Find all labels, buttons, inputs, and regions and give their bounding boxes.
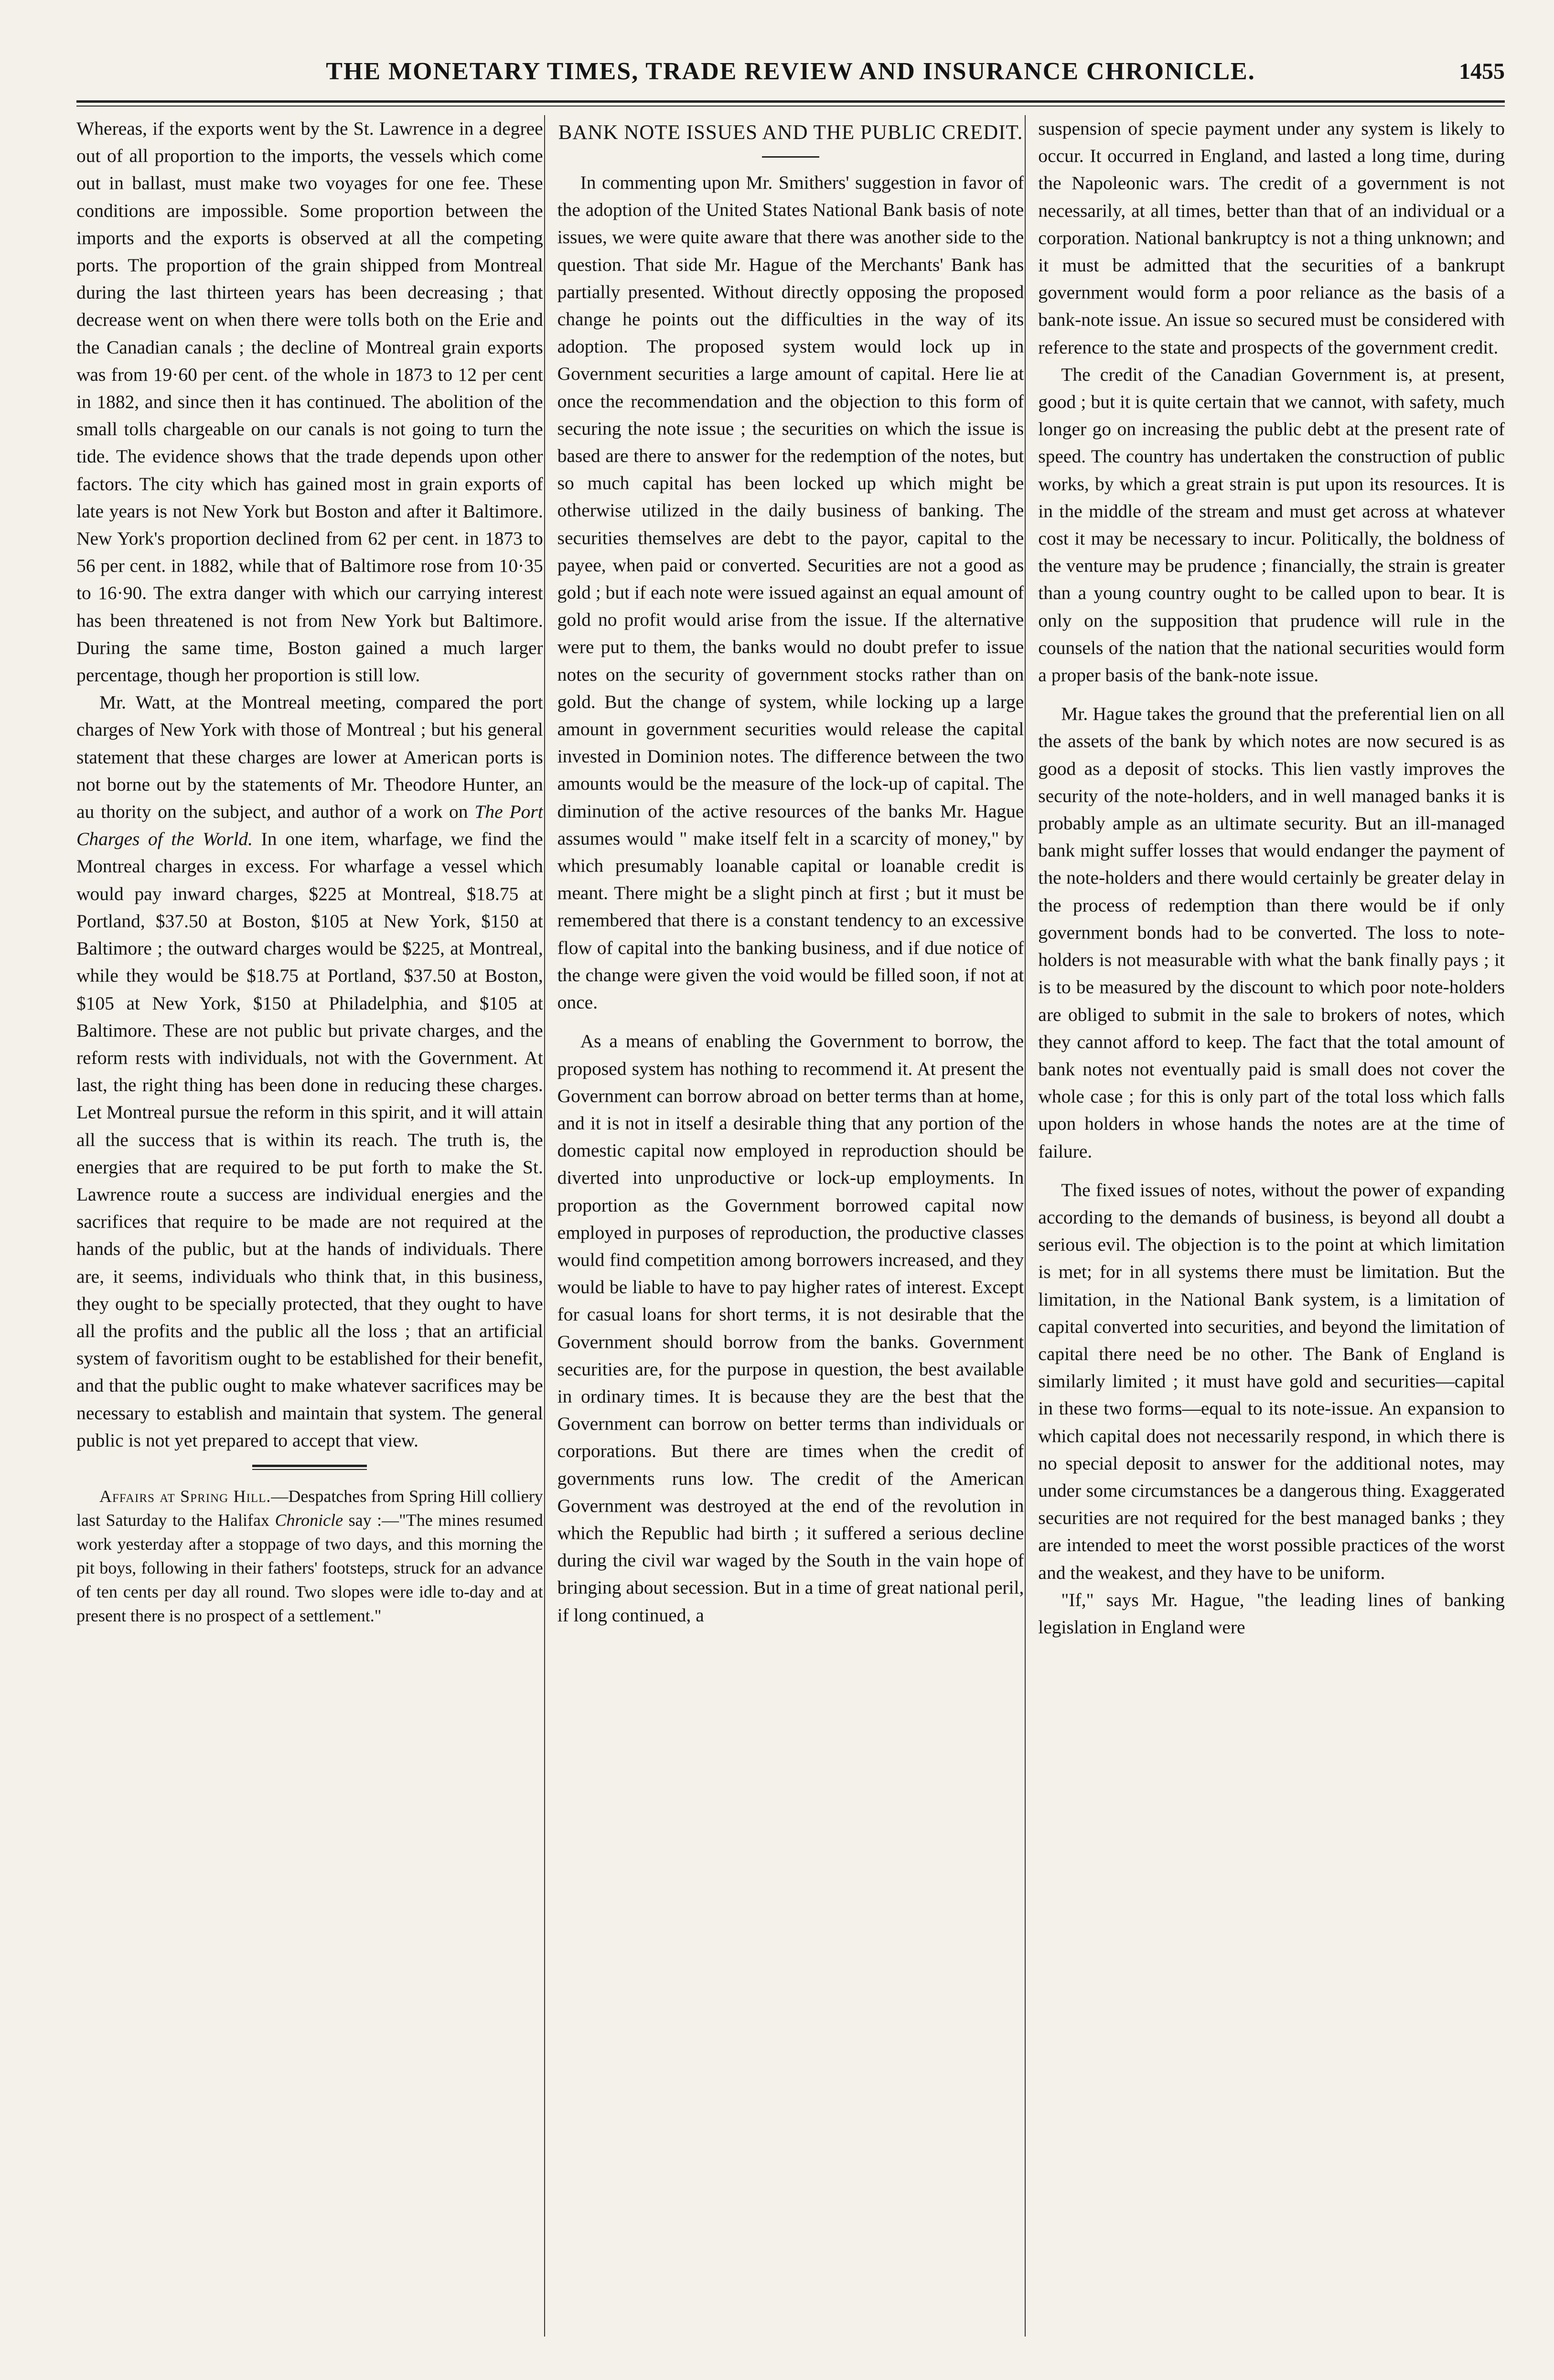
spring-hill-heading: Affairs at Spring Hill. — [99, 1486, 271, 1506]
column-divider-2 — [1025, 115, 1037, 2337]
port-trade-paragraph-1: Whereas, if the exports went by the St. Lawrence in a degree out of all proportion to the imports, the vessels which come out in ballast, must make two voyages for one fee. These conditions are impossible. Some proportion between the imports and the exports is observed at all the competing ports. The proportion of the grain shipped from Montreal during the last thirteen years has been decreasing ; that decrease went on when there were tolls both on the Erie and the Canadian canals ; the decline of Montreal grain exports was from 19·60 per cent. of the whole in 1873 to 12 per cent in 1882, and since then it has continued. The abolition of the small tolls chargeable on our canals is not going to turn the tide. The evidence shows that the trade depends upon other factors. The city which has gained most in grain exports of late years is not New York but Boston and after it Baltimore. New York's proportion declined from 62 per cent. in 1873 to 56 per cent. in 1882, while that of Baltimore rose from 10·35 to 16·90. The extra danger with which our carrying interest has been threatened is not from New York but Baltimore. During the same time, Boston gained a much larger percentage, though her proportion is still low. — [76, 118, 543, 686]
paragraph-2-text-b: In one item, wharfage, we find the Montreal charges in excess. For wharfage a vessel which would pay inward charges, $225 at Montreal, $18.75 at Portland, $37.50 at Boston, $105 at New York, $150 at Baltimore ; the outward charges would be $225, at Montreal, while they would be $18.75 at Portland, $37.50 at Boston, $105 at New York, $150 at Philadelphia, and $105 at Baltimore. These are not public but private charges, and the reform rests with individuals, not with the Government. At last, the right thing has been done in reducing these charges. Let Montreal pursue the reform in this spirit, and it will attain all the success that is within its reach. The truth is, the energies that are required to be put forth to make the St. Lawrence route a success are individual energies and the sacrifices that require to be made are not required at the hands of the public, but at the hands of individuals. There are, it seems, individuals who think that, in this business, they ought to be specially protected, that they ought to have all the profits and the public all the loss ; that an artificial system of favoritism ought to be established for their benefit, and that the public ought to make whatever sacrifices may be necessary to establish and maintain that system. The general public is not yet prepared to accept that view. — [76, 828, 543, 1451]
column-left — [76, 115, 543, 2337]
article-columns — [76, 115, 1505, 2337]
page-header — [76, 43, 1505, 96]
page-number: 1455 — [1459, 59, 1505, 84]
paragraph-gap — [1038, 1165, 1505, 1177]
spring-hill-text-b: say :—"The mines resumed work yesterday after a stoppage of two days, and this morning the pit boys, following in their fathers' footsteps, struck for an advance of ten cents per day all round. Two slopes were idle to-day and at present there is no prospect of a settlement." — [76, 1510, 543, 1625]
newspaper-page — [76, 43, 1505, 2355]
publication-title: THE MONETARY TIMES, TRADE REVIEW AND INSURANCE CHRONICLE. — [326, 58, 1255, 85]
heading-rule — [762, 156, 819, 158]
newspaper-name: Chronicle — [275, 1510, 343, 1530]
paragraph-gap — [557, 1016, 1024, 1028]
paragraph-2-text-a: Mr. Watt, at the Montreal meeting, compared the port charges of New York with those of Montreal ; but his general statement that these charges are lower at American ports is not borne out by the statements of Mr. Theodore Hunter, an au thority on the subject, and author of a work on — [76, 692, 543, 823]
bank-notes-paragraph-2: As a means of enabling the Government to borrow, the proposed system has nothing to recommend it. At present the Government can borrow abroad on better terms than at home, and it is not in itself a desirable thing that any portion of the domestic capital now employed in reproduction should be diverted into unproductive or lock-up employments. In proportion as the Government borrowed capital now employed in purposes of reproduction, the productive classes would find competition among borrowers increased, and they would be liable to have to pay higher rates of interest. Except for casual loans for short terms, it is not desirable that the Government should borrow from the banks. Government securities are, for the purpose in question, the best available in ordinary times. It is because they are the best that the Government can borrow on better terms than individuals or corporations. But there are times when the credit of governments runs low. The credit of the American Government was destroyed at the end of the revolution in which the Republic had birth ; it suffered a serious decline during the civil war waged by the South in the vain hope of bringing about secession. But in a time of great national peril, if long continued, a — [557, 1030, 1024, 1626]
credit-paragraph-3: Mr. Hague takes the ground that the preferential lien on all the assets of the bank by which notes are now secured is as good as a deposit of stocks. This lien vastly improves the security of the note-holders, and in well managed banks it is probably ample as an ultimate security. But an ill-managed bank might suffer losses that would endanger the payment of the note-holders and there would certainly be greater delay in the process of redemption than there would be if only government bonds had to be converted. The loss to note-holders is not measurable with what the bank finally pays ; it is to be measured by the discount to which poor note-holders are obliged to submit in the sale to brokers of notes, which they cannot afford to keep. The fact that the total amount of bank notes not eventually paid is small does not cover the whole case ; for this is only part of the total loss which falls upon holders in whose hands the notes are at the time of failure. — [1038, 703, 1505, 1162]
spring-hill-paragraph — [76, 1484, 543, 1628]
column-middle — [557, 115, 1024, 2337]
header-rule — [76, 100, 1505, 107]
paragraph-gap — [1038, 689, 1505, 700]
section-divider — [252, 1465, 367, 1470]
bank-notes-paragraph-1: In commenting upon Mr. Smithers' suggestion in favor of the adoption of the United States National Bank basis of note issues, we were quite aware that there was another side to the question. That side Mr. Hague of the Merchants' Bank has partially presented. Without directly opposing the proposed change he points out the difficulties in the way of its adoption. The proposed system would lock up in Government securities a large amount of capital. Here lie at once the recommendation and the objection to this form of securing the note issue ; the securities on which the issue is based are there to answer for the redemption of the notes, but so much capital has been locked up which might be otherwise utilized in the daily business of banking. The securities themselves are debt to the payor, capital to the payee, when paid or converted. Securities are not a good as gold ; but if each note were issued against an equal amount of gold no profit would arise from the issue. If the alternative were put to them, the banks would no doubt prefer to issue notes on the security of government stocks rather than on gold. But the change of system, while locking up a large amount in government securities would release the capital invested in Dominion notes. The difference between the two amounts would be the measure of the lock-up of capital. The diminution of the active resources of the banks Mr. Hague assumes would " make itself felt in a scarcity of money," by which presumably loanable capital or loanable credit is meant. There might be a slight pinch at first ; but it must be remembered that there is a constant tendency to an excessive flow of capital into the banking business, and if due notice of the change were given the void would be filled soon, if not at once. — [557, 172, 1024, 1013]
port-trade-paragraph-2 — [76, 689, 543, 1454]
column-right — [1038, 115, 1505, 2337]
credit-paragraph-5: "If," says Mr. Hague, "the leading lines of banking legislation in England were — [1038, 1589, 1505, 1638]
credit-paragraph-4: The fixed issues of notes, without the power of expanding according to the demands of business, is beyond all doubt a serious evil. The objection is to the point at which limitation is met; for in all systems there must be limitation. But the limitation, in the National Bank system, is a limitation of capital converted into securities, and beyond the limitation of capital there need be no other. The Bank of England is similarly limited ; it must have gold and securities—capital in these two forms—equal to its note-issue. An expansion to which capital does not necessarily respond, in which there is no special deposit to answer for the additional notes, may under some circumstances be a dangerous thing. Exaggerated securities are not required for the best managed banks ; they are intended to meet the worst possible practices of the worst and the weakest, and they have to be uniform. — [1038, 1179, 1505, 1583]
book-title: The Port Charges of the World. — [76, 801, 543, 850]
credit-paragraph-2: The credit of the Canadian Government is, at present, good ; but it is quite certain that we cannot, with safety, much longer go on increasing the public debt at the present rate of speed. The country has undertaken the construction of public works, by which a great strain is put upon its resources. It is in the middle of the stream and must get across at whatever cost it may be necessary to incur. Politically, the boldness of the venture may be prudence ; financially, the strain is greater than a young country ought to be called upon to bear. It is only on the supposition that prudence will rule in the counsels of the nation that the national securities would form a proper basis of the bank-note issue. — [1038, 364, 1505, 686]
credit-paragraph-1: suspension of specie payment under any system is likely to occur. It occurred in England, and lasted a long time, during the Napoleonic wars. The credit of a government is not necessarily, at all times, better than that of an individual or a corporation. National bankruptcy is not a thing unknown; and it must be admitted that the securities of a bankrupt government would form a poor reliance as the basis of a bank-note issue. An issue so secured must be considered with reference to the state and prospects of the government credit. — [1038, 118, 1505, 358]
column-divider-1 — [544, 115, 557, 2337]
spring-hill-text-a: —Despatches from Spring Hill colliery last Saturday to the Halifax — [76, 1486, 543, 1530]
article-heading: BANK NOTE ISSUES AND THE PUBLIC CREDIT. — [558, 121, 1023, 144]
